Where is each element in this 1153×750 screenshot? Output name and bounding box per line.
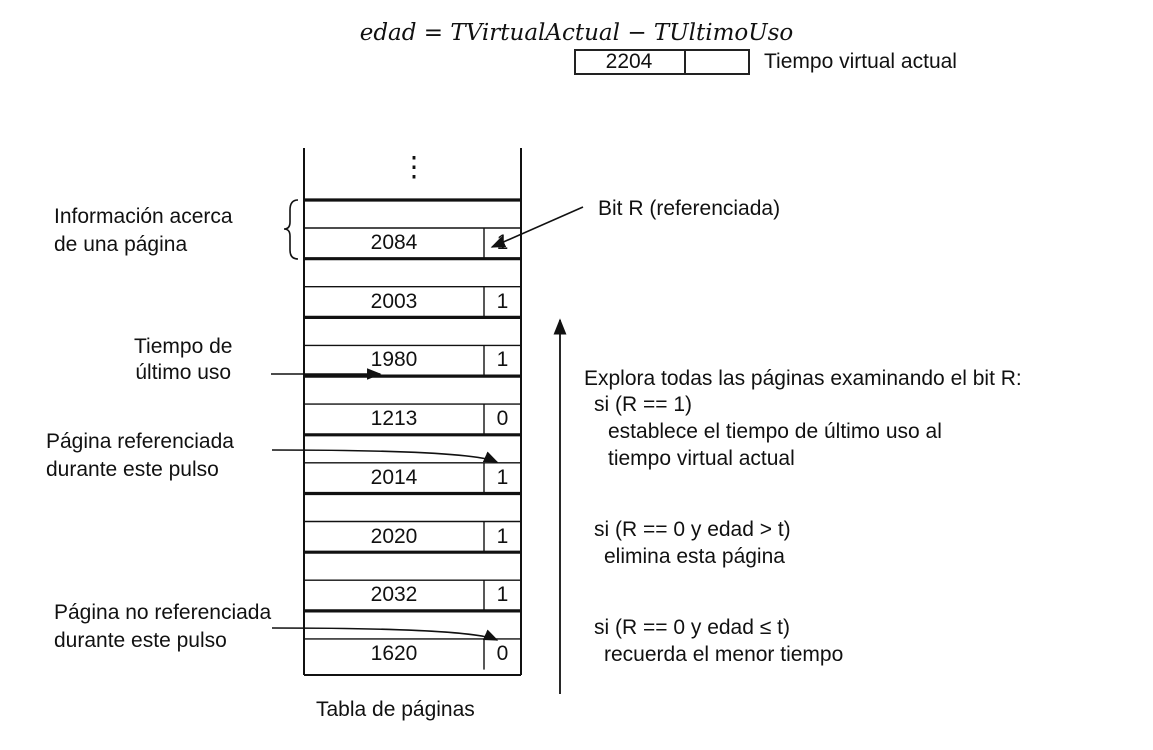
table-row-time: 2014 — [370, 465, 418, 489]
algorithm-then-remember: recuerda el menor tiempo — [604, 643, 844, 666]
referenced-arrow — [272, 450, 497, 462]
table-row-time: 1620 — [370, 641, 418, 665]
algorithm-then-r1-line1: establece el tiempo de último uso al — [608, 420, 942, 443]
table-row-time: 2084 — [370, 231, 418, 254]
table-row-time: 1213 — [370, 407, 418, 431]
table-row-rbit: 1 — [496, 524, 509, 548]
table-row-rbit: 1 — [496, 289, 509, 313]
current-time-label: Tiempo virtual actual — [764, 50, 957, 73]
last-use-label: Tiempo de último uso — [134, 335, 233, 384]
algorithm-then-evict: elimina esta página — [604, 545, 785, 568]
table-row-time: 2003 — [370, 289, 418, 313]
table-row-time: 2020 — [370, 524, 418, 548]
bit-r-label: Bit R (referenciada) — [598, 197, 781, 220]
algorithm-then-r1-line2: tiempo virtual actual — [608, 447, 795, 470]
table-row-rbit: 1 — [496, 231, 509, 254]
table-row-rbit: 1 — [496, 465, 509, 489]
referenced-label: Página referenciada durante este pulso — [46, 430, 234, 481]
algorithm-if-r0-old: si (R == 0 y edad > t) — [594, 518, 791, 541]
age-formula: edad = TVirtualActual − TUltimoUso — [359, 20, 794, 46]
table-row-time: 2032 — [370, 583, 418, 607]
table-caption: Tabla de páginas — [316, 698, 475, 721]
info-brace — [284, 200, 298, 259]
algorithm-if-r1: si (R == 1) — [594, 393, 693, 416]
continuation-dots: ⋮ — [400, 151, 428, 182]
algorithm-if-r0-young: si (R == 0 y edad ≤ t) — [594, 616, 790, 639]
table-row-rbit: 1 — [496, 348, 509, 372]
table-row-rbit: 0 — [496, 641, 509, 665]
current-time-value: 2204 — [605, 50, 653, 73]
table-row-time: 1980 — [370, 348, 418, 372]
not-referenced-label: Página no referenciada durante este pulso — [54, 601, 272, 652]
info-page-label: Información acerca de una página — [54, 205, 233, 256]
table-row-rbit: 0 — [496, 407, 509, 431]
table-row-rbit: 1 — [496, 583, 509, 607]
algorithm-intro: Explora todas las páginas examinando el bit R: — [584, 367, 1022, 390]
